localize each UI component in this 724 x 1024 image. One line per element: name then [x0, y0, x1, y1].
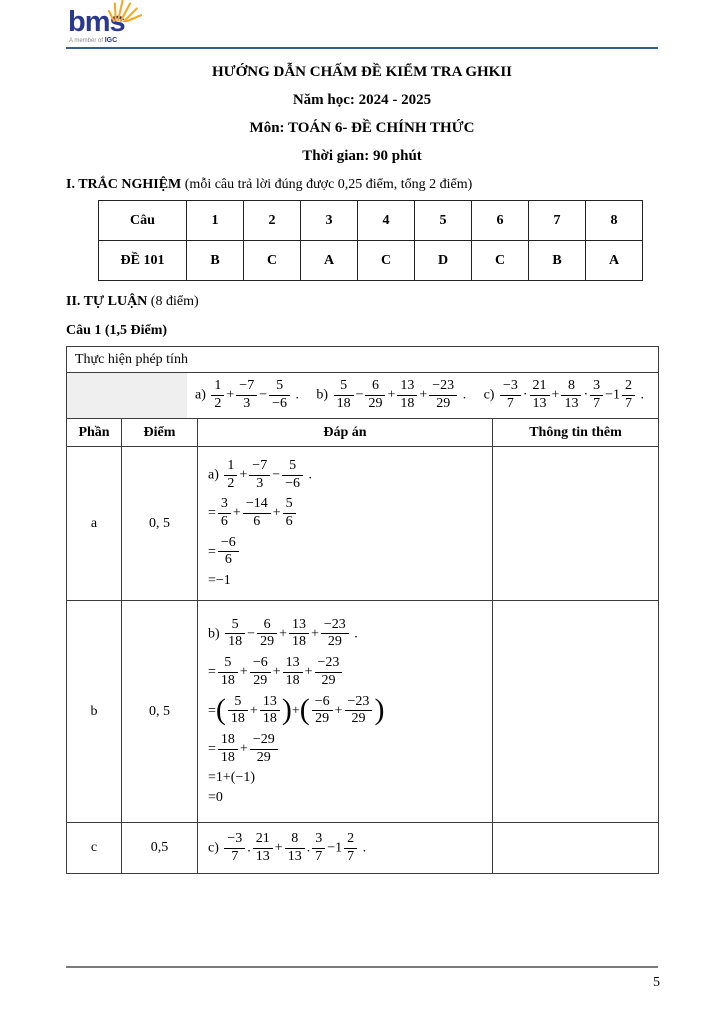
mc-header-cell: 7	[529, 201, 586, 241]
mc-answer-cell: B	[187, 241, 244, 281]
duration-line: Thời gian: 90 phút	[302, 148, 422, 164]
solution-step: = $\frac{3}{6}$ + $\frac{-14}{6}$ + $\frac{5}{6}$	[208, 496, 486, 530]
grading-row-b	[67, 601, 659, 823]
table-row	[67, 373, 659, 419]
mc-header-cell: 3	[301, 201, 358, 241]
document-title: HƯỚNG DẪN CHẤM ĐỀ KIỂM TRA GHKII	[211, 64, 512, 80]
bms-logo-text: bms	[68, 6, 125, 38]
footer-rule	[66, 966, 658, 968]
mc-header-cell: 1	[187, 201, 244, 241]
extra-info-cell	[493, 601, 659, 823]
mc-answer-cell: A	[301, 241, 358, 281]
score-value: 0, 5	[122, 447, 198, 601]
grading-row-c	[67, 823, 659, 874]
mc-header-cell: 8	[586, 201, 643, 241]
bms-logo	[66, 8, 658, 46]
school-year: Năm học: 2024 - 2025	[292, 92, 432, 108]
part-label: c	[67, 823, 122, 874]
solution-step: =1+(−1)	[208, 770, 256, 786]
table-row	[99, 201, 643, 241]
page-number: 5	[653, 975, 660, 990]
document-titles	[66, 65, 658, 164]
mc-header-cell: 2	[244, 201, 301, 241]
column-header-score: Điểm	[122, 419, 198, 447]
score-value: 0,5	[122, 823, 198, 874]
table-row	[99, 241, 643, 281]
mc-header-cell: Câu	[99, 201, 187, 241]
mc-answer-cell: C	[358, 241, 415, 281]
tagline-prefix: A member of	[69, 38, 104, 44]
score-value: 0, 5	[122, 601, 198, 823]
mc-answer-cell: C	[472, 241, 529, 281]
expression-a: a) $\frac{1}{2}$ + $\frac{-7}{3}$ − $\frac{5}{-6}$ .	[195, 378, 300, 411]
mc-header-cell: 5	[415, 201, 472, 241]
column-header-answer: Đáp án	[198, 419, 493, 447]
header-rule	[66, 47, 658, 49]
grading-table	[66, 346, 659, 874]
mc-answer-cell: D	[415, 241, 472, 281]
solution-step: = $\frac{-6}{6}$	[208, 535, 486, 569]
table-row	[67, 419, 659, 447]
grading-row-a	[67, 447, 659, 601]
solution-step: =0	[208, 790, 223, 806]
extra-info-cell	[493, 447, 659, 601]
mc-header-cell: 4	[358, 201, 415, 241]
solution-step: b) $\frac{5}{18}$ − $\frac{6}{29}$ + $\frac{13}{18}$ + $\frac{-23}{29}$ .	[208, 616, 358, 650]
question1-heading: Câu 1 (1,5 Điểm)	[66, 323, 168, 338]
part-label: a	[67, 447, 122, 601]
table-row	[67, 347, 659, 373]
sunburst-icon	[108, 0, 142, 22]
tagline-igc: IGC	[104, 37, 118, 44]
subject-line: Môn: TOÁN 6- ĐỀ CHÍNH THỨC	[249, 120, 475, 136]
mc-answer-cell: B	[529, 241, 586, 281]
solution-step: a) $\frac{1}{2}$ + $\frac{-7}{3}$ − $\frac{5}{-6}$ .	[208, 457, 313, 491]
section2-title: II. TỰ LUẬN	[66, 294, 148, 309]
section2-note: (8 điểm)	[147, 294, 199, 309]
section2-heading	[66, 294, 658, 310]
expression-c: c) $\frac{-3}{7}$ · $\frac{21}{13}$ + $\frac{8}{13}$ · $\frac{3}{7}$ −1 $\frac{2}{7}$ .	[483, 378, 645, 411]
solution-step: = $\frac{18}{18}$ + $\frac{-29}{29}$	[208, 732, 486, 766]
mc-answer-cell: ĐỀ 101	[99, 241, 187, 281]
question-expressions	[67, 373, 659, 419]
solution-step: c) $\frac{-3}{7}$ . $\frac{21}{13}$ + $\frac{8}{13}$ . $\frac{3}{7}$ −1 $\frac{2}{7}$ .	[208, 831, 367, 864]
section1-heading	[66, 177, 658, 193]
solution-step: =−1	[208, 573, 231, 589]
solution-steps	[198, 601, 493, 823]
solution-step: = $\frac{5}{18}$ + $\frac{-6}{29}$ + $\frac{13}{18}$ + $\frac{-23}{29}$	[208, 655, 486, 689]
mc-header-cell: 6	[472, 201, 529, 241]
solution-steps	[198, 447, 493, 601]
column-header-extra-info: Thông tin thêm	[493, 419, 659, 447]
mc-answer-cell: A	[586, 241, 643, 281]
part-label: b	[67, 601, 122, 823]
solution-steps	[198, 823, 493, 874]
section1-note: (mỗi câu trả lời đúng được 0,25 điểm, tổng 2 điểm)	[181, 177, 473, 192]
multiple-choice-answer-table	[98, 200, 643, 281]
expression-b: b) $\frac{5}{18}$ − $\frac{6}{29}$ + $\frac{13}{18}$ + $\frac{-23}{29}$ .	[316, 378, 467, 411]
section1-title: I. TRẮC NGHIỆM	[66, 177, 182, 192]
logo-tagline	[69, 37, 658, 44]
extra-info-cell	[493, 823, 659, 874]
mc-answer-cell: C	[244, 241, 301, 281]
column-header-part: Phần	[67, 419, 122, 447]
question-prompt: Thực hiện phép tính	[67, 347, 659, 373]
solution-step: =( $\frac{5}{18}$ + $\frac{13}{18}$ )+( $\frac{-6}{29}$ + $\frac{-23}{29}$ )	[208, 692, 385, 727]
